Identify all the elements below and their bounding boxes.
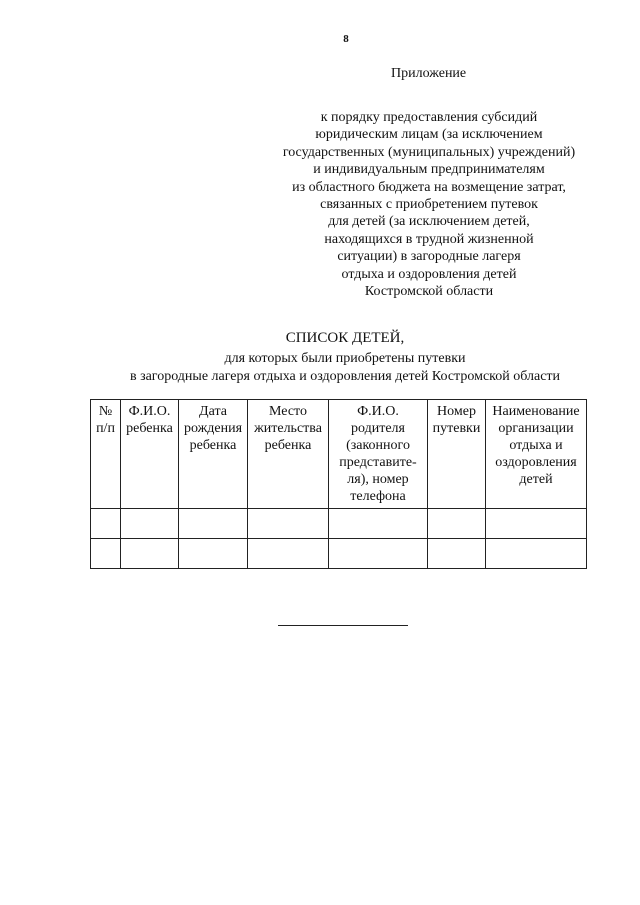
appendix-line: ситуации) в загородные лагеря (337, 249, 521, 265)
appendix-line: Костромской области (364, 284, 494, 300)
list-subtitle (0, 350, 640, 385)
appendix-description (270, 109, 588, 300)
table-cell (248, 539, 329, 569)
header-child-name: Ф.И.О. ребенка (121, 400, 179, 509)
table-body (91, 509, 587, 569)
table-cell (248, 509, 329, 539)
separator-line (278, 625, 408, 626)
appendix-line: связанных с приобретением путевок (320, 197, 538, 213)
appendix-line: юридическим лицам (за исключением (315, 127, 543, 143)
list-subtitle-line: в загородные лагеря отдыха и оздоровления детей Костромской области (129, 368, 561, 384)
appendix-line: для детей (за исключением детей, (328, 214, 530, 230)
table-cell (486, 509, 587, 539)
appendix-line: государственных (муниципальных) учреждений) (282, 144, 576, 160)
table-row (91, 509, 587, 539)
appendix-line: из областного бюджета на возмещение затрат, (292, 179, 566, 195)
appendix-title: Приложение (391, 66, 467, 81)
table-header-row (91, 400, 587, 509)
list-title: СПИСОК ДЕТЕЙ, (285, 330, 405, 346)
header-voucher-number: Номер путевки (428, 400, 486, 509)
appendix-line: отдыха и оздоровления детей (341, 266, 517, 282)
header-parent-name: Ф.И.О. родителя (законного представите- ля), номер телефона (329, 400, 428, 509)
children-table (90, 399, 587, 569)
appendix-line: находящихся в трудной жизненной (324, 231, 534, 247)
table-cell (121, 509, 179, 539)
table-cell (179, 509, 248, 539)
appendix-line: к порядку предоставления субсидий (320, 110, 538, 125)
header-number: № п/п (91, 400, 121, 509)
table-cell (428, 509, 486, 539)
table-cell (91, 509, 121, 539)
table-cell (486, 539, 587, 569)
header-residence: Место жительства ребенка (248, 400, 329, 509)
header-birth-date: Дата рождения ребенка (179, 400, 248, 509)
table-cell (428, 539, 486, 569)
header-organization: Наименование организации отдыха и оздоровления детей (486, 400, 587, 509)
table-cell (121, 539, 179, 569)
table-cell (329, 509, 428, 539)
table-row (91, 539, 587, 569)
table-cell (179, 539, 248, 569)
table-cell (91, 539, 121, 569)
page-number: 8 (343, 33, 349, 45)
appendix-line: и индивидуальным предпринимателям (313, 162, 545, 178)
table-cell (329, 539, 428, 569)
list-subtitle-line: для которых были приобретены путевки (224, 351, 466, 366)
